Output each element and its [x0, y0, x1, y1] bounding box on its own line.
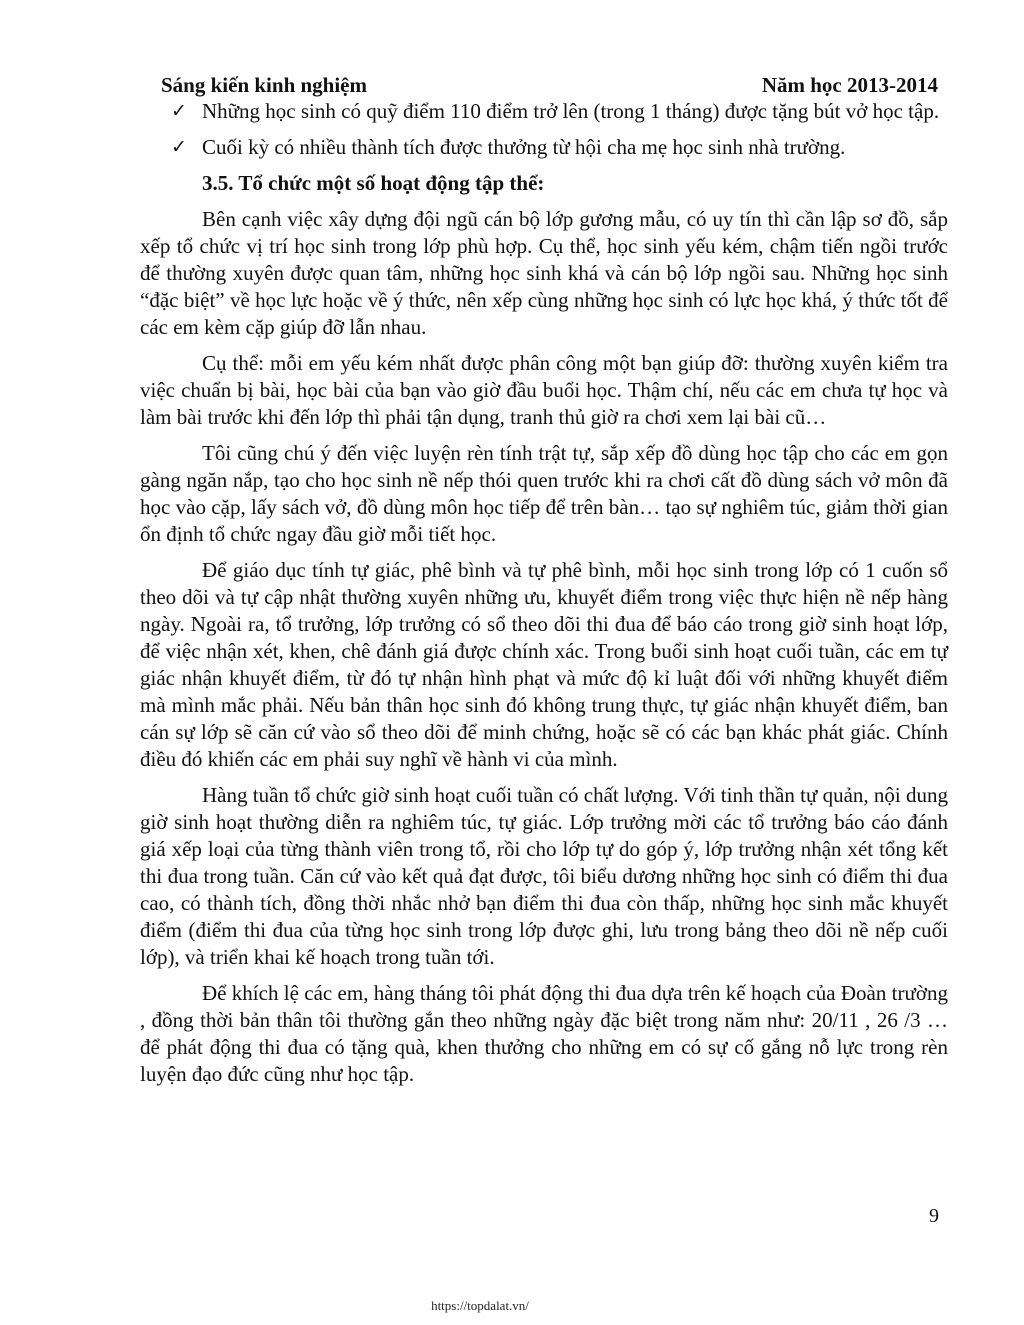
page-number: 9	[929, 1205, 939, 1227]
paragraph: Bên cạnh việc xây dựng đội ngũ cán bộ lớp gương mẫu, có uy tín thì cần lập sơ đồ, sắp xếp tổ chức vị trí học sinh trong lớp phù hợp. Cụ thể, học sinh yếu kém, chậm tiến ngồi trước để thường xuyên được quan tâm, những học sinh khá và cán bộ lớp ngồi sau. Những học sinh “đặc biệt” về học lực hoặc về ý thức, nên xếp cùng những học sinh có lực học khá, ý thức tốt để các em kèm cặp giúp đỡ lẫn nhau.	[140, 207, 948, 339]
paragraph: Tôi cũng chú ý đến việc luyện rèn tính trật tự, sắp xếp đồ dùng học tập cho các em gọn gàng ngăn nắp, tạo cho học sinh nề nếp thói quen trước khi ra chơi cất đồ dùng sách vở môn đã học vào cặp, lấy sách vở, đồ dùng môn học tiếp để trên bàn… tạo sự nghiêm túc, giảm thời gian ổn định tổ chức ngay đầu giờ mỗi tiết học.	[140, 441, 948, 546]
paragraph: Để khích lệ các em, hàng tháng tôi phát động thi đua dựa trên kế hoạch của Đoàn trường , đồng thời bản thân tôi thường gắn theo những ngày đặc biệt trong năm như: 20/11 , 26 /3 … để phát động thi đua có tặng quà, khen thưởng cho những em có sự cố gắng nỗ lực trong rèn luyện đạo đức cũng như học tập.	[140, 981, 948, 1086]
paragraph: Cụ thể: mỗi em yếu kém nhất được phân công một bạn giúp đỡ: thường xuyên kiểm tra việc chuẩn bị bài, học bài của bạn vào giờ đầu buổi học. Thậm chí, nếu các em chưa tự học và làm bài trước khi đến lớp thì phải tận dụng, tranh thủ giờ ra chơi xem lại bài cũ…	[140, 351, 948, 429]
check-item-text: Những học sinh có quỹ điểm 110 điểm trở lên (trong 1 tháng) được tặng bút vở học tập.	[202, 99, 940, 123]
paragraph: Để giáo dục tính tự giác, phê bình và tự phê bình, mỗi học sinh trong lớp có 1 cuốn sổ theo dõi và tự cập nhật thường xuyên những ưu, khuyết điểm trong việc thực hiện nề nếp hàng ngày. Ngoài ra, tổ trưởng, lớp trưởng có sổ theo dõi thi đua để báo cáo trong giờ sinh hoạt lớp, để việc nhận xét, khen, chê đánh giá được chính xác. Trong buổi sinh hoạt cuối tuần, các em tự giác nhận khuyết điểm, từ đó tự nhận hình phạt và mức độ kỉ luật đối với những khuyết điểm mà mình mắc phải. Nếu bản thân học sinh đó không trung thực, tự giác nhận khuyết điểm, ban cán sự lớp sẽ căn cứ vào sổ theo dõi để minh chứng, hoặc sẽ có các bạn khác phát giác. Chính điều đó khiến các em phải suy nghĩ về hành vi của mình.	[140, 558, 948, 771]
check-item	[140, 134, 948, 161]
page-content	[140, 98, 948, 1097]
footer-url[interactable]: https://topdalat.vn/	[431, 1298, 529, 1313]
section-heading: 3.5. Tổ chức một số hoạt động tập thể:	[202, 171, 545, 195]
header-school-year: Năm học 2013-2014	[761, 73, 938, 97]
checkmark-icon: ✓	[171, 100, 187, 122]
header-title: Sáng kiến kinh nghiệm	[161, 73, 368, 97]
check-item-text: Cuối kỳ có nhiều thành tích được thưởng từ hội cha mẹ học sinh nhà trường.	[202, 135, 846, 159]
paragraph: Hàng tuần tổ chức giờ sinh hoạt cuối tuần có chất lượng. Với tinh thần tự quản, nội dung giờ sinh hoạt thường diễn ra nghiêm túc, tự giác. Lớp trưởng mời các tổ trưởng báo cáo đánh giá xếp loại của từng thành viên trong tổ, rồi cho lớp tự do góp ý, lớp trưởng nhận xét tổng kết thi đua trong tuần. Căn cứ vào kết quả đạt được, tôi biểu dương những học sinh có điểm thi đua cao, có thành tích, đồng thời nhắc nhở bạn điểm thi đua còn thấp, những học sinh mắc khuyết điểm (điểm thi đua của từng học sinh trong lớp được ghi, lưu trong bảng theo dõi nề nếp cuối lớp), và triển khai kế hoạch trong tuần tới.	[140, 783, 948, 969]
page-header	[161, 72, 938, 100]
check-item	[140, 98, 948, 125]
checkmark-icon: ✓	[171, 136, 187, 158]
